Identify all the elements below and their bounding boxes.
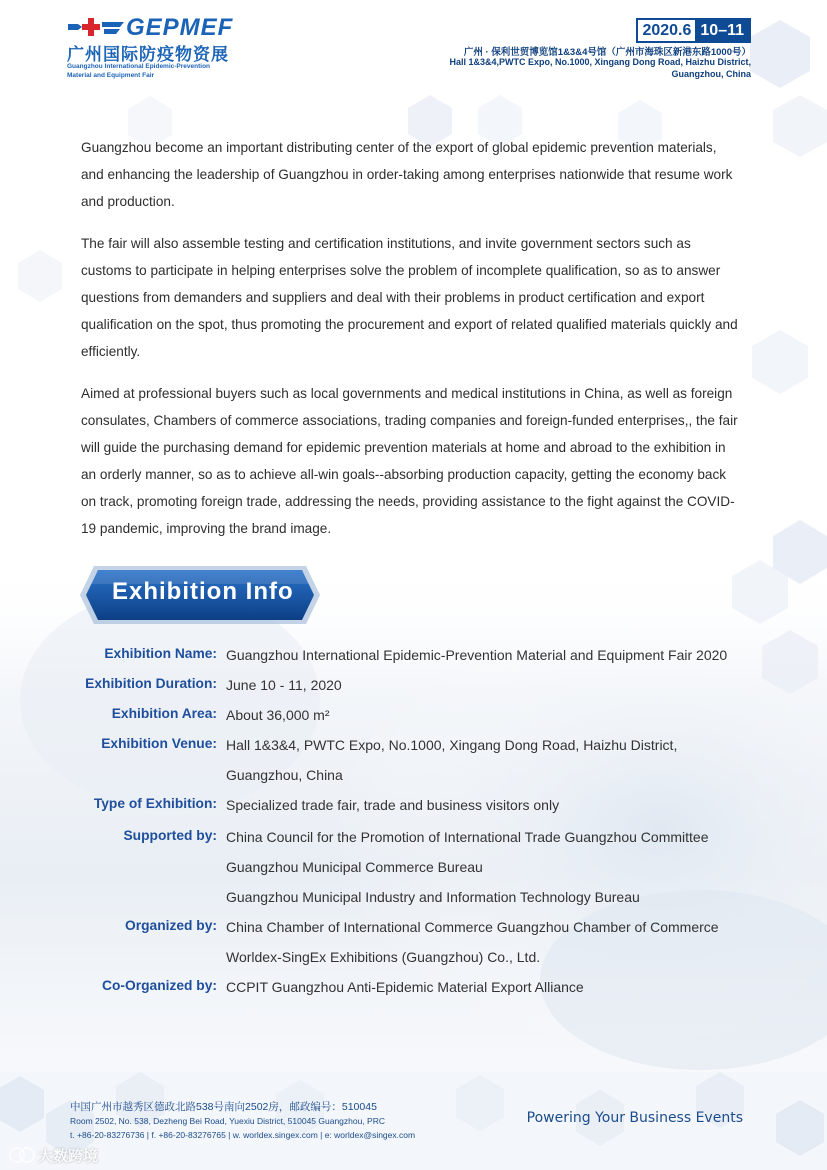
footer-address-chinese: 中国广州市越秀区德政北路538号南向2502房，邮政编号：510045 [70,1101,377,1113]
info-value-line: Worldex-SingEx Exhibitions (Guangzhou) Co., Ltd. [226,949,541,965]
info-label: Exhibition Name: [104,646,217,661]
info-value-line: Guangzhou, China [226,767,343,783]
info-value-line: China Council for the Promotion of International Trade Guangzhou Committee [226,829,709,845]
logo-english-line-2: Material and Equipment Fair [67,72,155,79]
watermark [8,1143,118,1165]
info-value [226,640,786,670]
footer-address-english: Room 2502, No. 538, Dezheng Bei Road, Yuexiu District, 510045 Guangzhou, PRC [70,1116,386,1126]
section-title: Exhibition Info [112,578,294,605]
info-label: Co-Organized by: [102,978,217,993]
footer-contact: t. +86-20-83276736 | f. +86-20-83276765 | w. worldex.singex.com | e: worldex@singex.com [70,1130,416,1140]
footer [0,1072,827,1170]
event-date-year-month: 2020.6 [638,20,695,41]
venue-chinese: 广州 · 保利世贸博览馆1&3&4号馆（广州市海珠区新港东路1000号） [463,47,751,58]
info-label: Supported by: [123,828,217,843]
event-date-badge [636,18,751,43]
section-banner [80,564,320,626]
watermark-logo-icon [8,1145,36,1165]
body-paragraph: Guangzhou become an important distributing center of the export of global epidemic prevention materials, and enhancing the leadership of Guangzhou in order-taking among enterprises nationwide that resume work and production. [81,140,733,209]
info-value [226,972,786,1002]
info-value-line: Guangzhou International Epidemic-Prevention Material and Equipment Fair 2020 [226,647,728,663]
info-value-line: Specialized trade fair, trade and business visitors only [226,797,560,813]
info-label: Exhibition Duration: [85,676,217,691]
venue-english-line-2: Guangzhou, China [671,69,751,79]
info-label: Organized by: [125,918,217,933]
info-value [226,700,786,730]
info-value [226,730,786,790]
info-label: Exhibition Venue: [101,736,217,751]
info-value-line: CCPIT Guangzhou Anti-Epidemic Material Export Alliance [226,979,584,995]
watermark-text: 大数跨境 [38,1148,99,1165]
venue-english-line-1: Hall 1&3&4,PWTC Expo, No.1000, Xingang Dong Road, Haizhu District, [449,57,751,67]
info-value [226,790,786,820]
info-label: Exhibition Area: [111,706,217,721]
info-label: Type of Exhibition: [93,796,217,811]
event-date-days: 10–11 [695,20,749,41]
info-value-line: Hall 1&3&4, PWTC Expo, No.1000, Xingang Dong Road, Haizhu District, [226,737,678,753]
logo-chinese-name: 广州国际防疫物资展 [67,45,229,64]
logo-name: GEPMEF [126,14,234,41]
info-value [226,670,786,700]
info-value [226,912,786,972]
medical-cross-wings-icon [66,16,128,38]
info-value-line: Guangzhou Municipal Commerce Bureau [226,859,483,875]
info-value-line: China Chamber of International Commerce Guangzhou Chamber of Commerce [226,919,719,935]
body-paragraph: The fair will also assemble testing and certification institutions, and invite government sectors such as customs to participate in helping enterprises solve the problem of incomplete qualification, so as to answer questions from demanders and suppliers and deal with their problems in product certification and export qualification on the spot, thus promoting the procurement and export of related qualified materials quickly and efficiently. [81,236,738,359]
body-paragraph: Aimed at professional buyers such as local governments and medical institutions in China, as well as foreign consulates, Chambers of commerce associations, trading companies and foreign-funded enterprises,, the fair will guide the purchasing demand for epidemic prevention materials at home and abroad to the exhibition in an orderly manner, so as to achieve all-win goals--absorbing production capacity, getting the economy back on track, promoting foreign trade, addressing the needs, providing assistance to the fight against the COVID-19 pandemic, improving the brand image. [81,386,738,536]
logo-english-line-1: Guangzhou International Epidemic-Prevention [67,63,211,70]
gepmef-logo [66,16,266,82]
footer-slogan: Powering Your Business Events [526,1110,743,1126]
info-value-line: About 36,000 m² [226,707,330,723]
info-value [226,822,786,912]
info-value-line: June 10 - 11, 2020 [226,677,342,693]
info-value-line: Guangzhou Municipal Industry and Information Technology Bureau [226,889,640,905]
